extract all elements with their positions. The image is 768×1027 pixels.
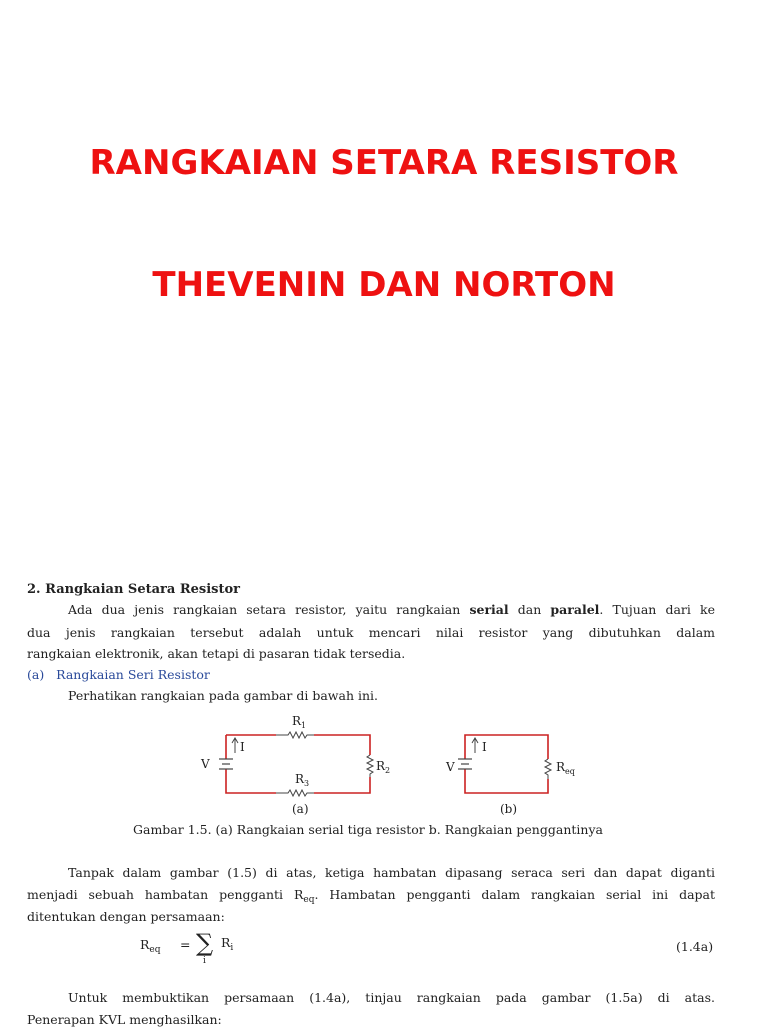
r3-subscript: 3 <box>304 779 310 788</box>
resistor-req-symbol <box>545 759 551 779</box>
r1-label: R <box>292 714 302 728</box>
r2-subscript: 2 <box>385 766 391 775</box>
voltage-label-b: V <box>446 760 455 774</box>
current-label-b: I <box>482 740 487 754</box>
paragraph-3-line-2: Penerapan KVL menghasilkan: <box>27 1012 222 1027</box>
circuit-b <box>445 735 575 816</box>
r3-label: R <box>295 772 305 786</box>
current-arrow-b <box>472 738 478 753</box>
equation-number: (1.4a) <box>676 939 714 954</box>
paragraph-1-line-2: dua jenis rangkaian tersebut adalah untuk mencari nilai resistor yang dibutuhkan dalam <box>27 625 715 640</box>
subsection-heading: (a) Rangkaian Seri Resistor <box>27 667 210 682</box>
req-subscript: eq <box>565 767 575 776</box>
paragraph-2-line-2: menjadi sebuah hambatan pengganti $R_{eq}$. Hambatan pengganti dalam rangkaian serial ini dapat <box>27 887 715 905</box>
current-label-a: I <box>240 740 245 754</box>
battery-b-symbol <box>458 759 472 769</box>
paragraph-1-line-1: Ada dua jenis rangkaian setara resistor, yaitu rangkaian serial dan paralel. Tujuan dari ke <box>68 602 715 617</box>
current-arrow-a <box>232 738 238 753</box>
slide-title-line-1: RANGKAIAN SETARA RESISTOR <box>89 143 679 183</box>
paragraph-1-line-3: rangkaian elektronik, akan tetapi di pasaran tidak tersedia. <box>27 646 406 661</box>
figure-intro-line: Perhatikan rangkaian pada gambar di bawah ini. <box>68 688 378 703</box>
circuit-figure <box>190 707 610 817</box>
r2-label: R <box>376 759 386 773</box>
paragraph-3-line-1: Untuk membuktikan persamaan (1.4a), tinjau rangkaian pada gambar (1.5a) di atas. <box>68 990 715 1005</box>
circuit-b-label: (b) <box>500 802 518 816</box>
voltage-label-a: V <box>201 757 210 771</box>
paragraph-2-line-1: Tanpak dalam gambar (1.5) di atas, ketiga hambatan dipasang seraca seri dan dapat diganti <box>68 865 715 880</box>
req-label: R <box>556 760 566 774</box>
equation-equals: = <box>180 937 191 952</box>
section-heading: 2. Rangkaian Setara Resistor <box>27 582 240 597</box>
slide-title-line-2: THEVENIN DAN NORTON <box>152 265 616 305</box>
circuit-a-label: (a) <box>292 802 309 816</box>
resistor-r1-symbol <box>276 732 314 738</box>
equation-1-4a <box>140 931 720 971</box>
equation-lhs: $R_{eq}$ <box>140 937 161 955</box>
resistor-r2-symbol <box>367 755 373 777</box>
battery-a-symbol <box>219 759 233 769</box>
circuit-a <box>200 714 390 816</box>
r1-subscript: 1 <box>301 721 307 730</box>
document-excerpt <box>0 575 768 1027</box>
resistor-r3-symbol <box>276 790 314 796</box>
equation-rhs: $R_i$ <box>221 935 234 953</box>
paragraph-2-line-3: ditentukan dengan persamaan: <box>27 909 225 924</box>
summation-symbol: ∑ <box>196 929 214 957</box>
summation-index: i <box>203 956 206 966</box>
figure-caption: Gambar 1.5. (a) Rangkaian serial tiga resistor b. Rangkaian penggantinya <box>133 822 603 837</box>
